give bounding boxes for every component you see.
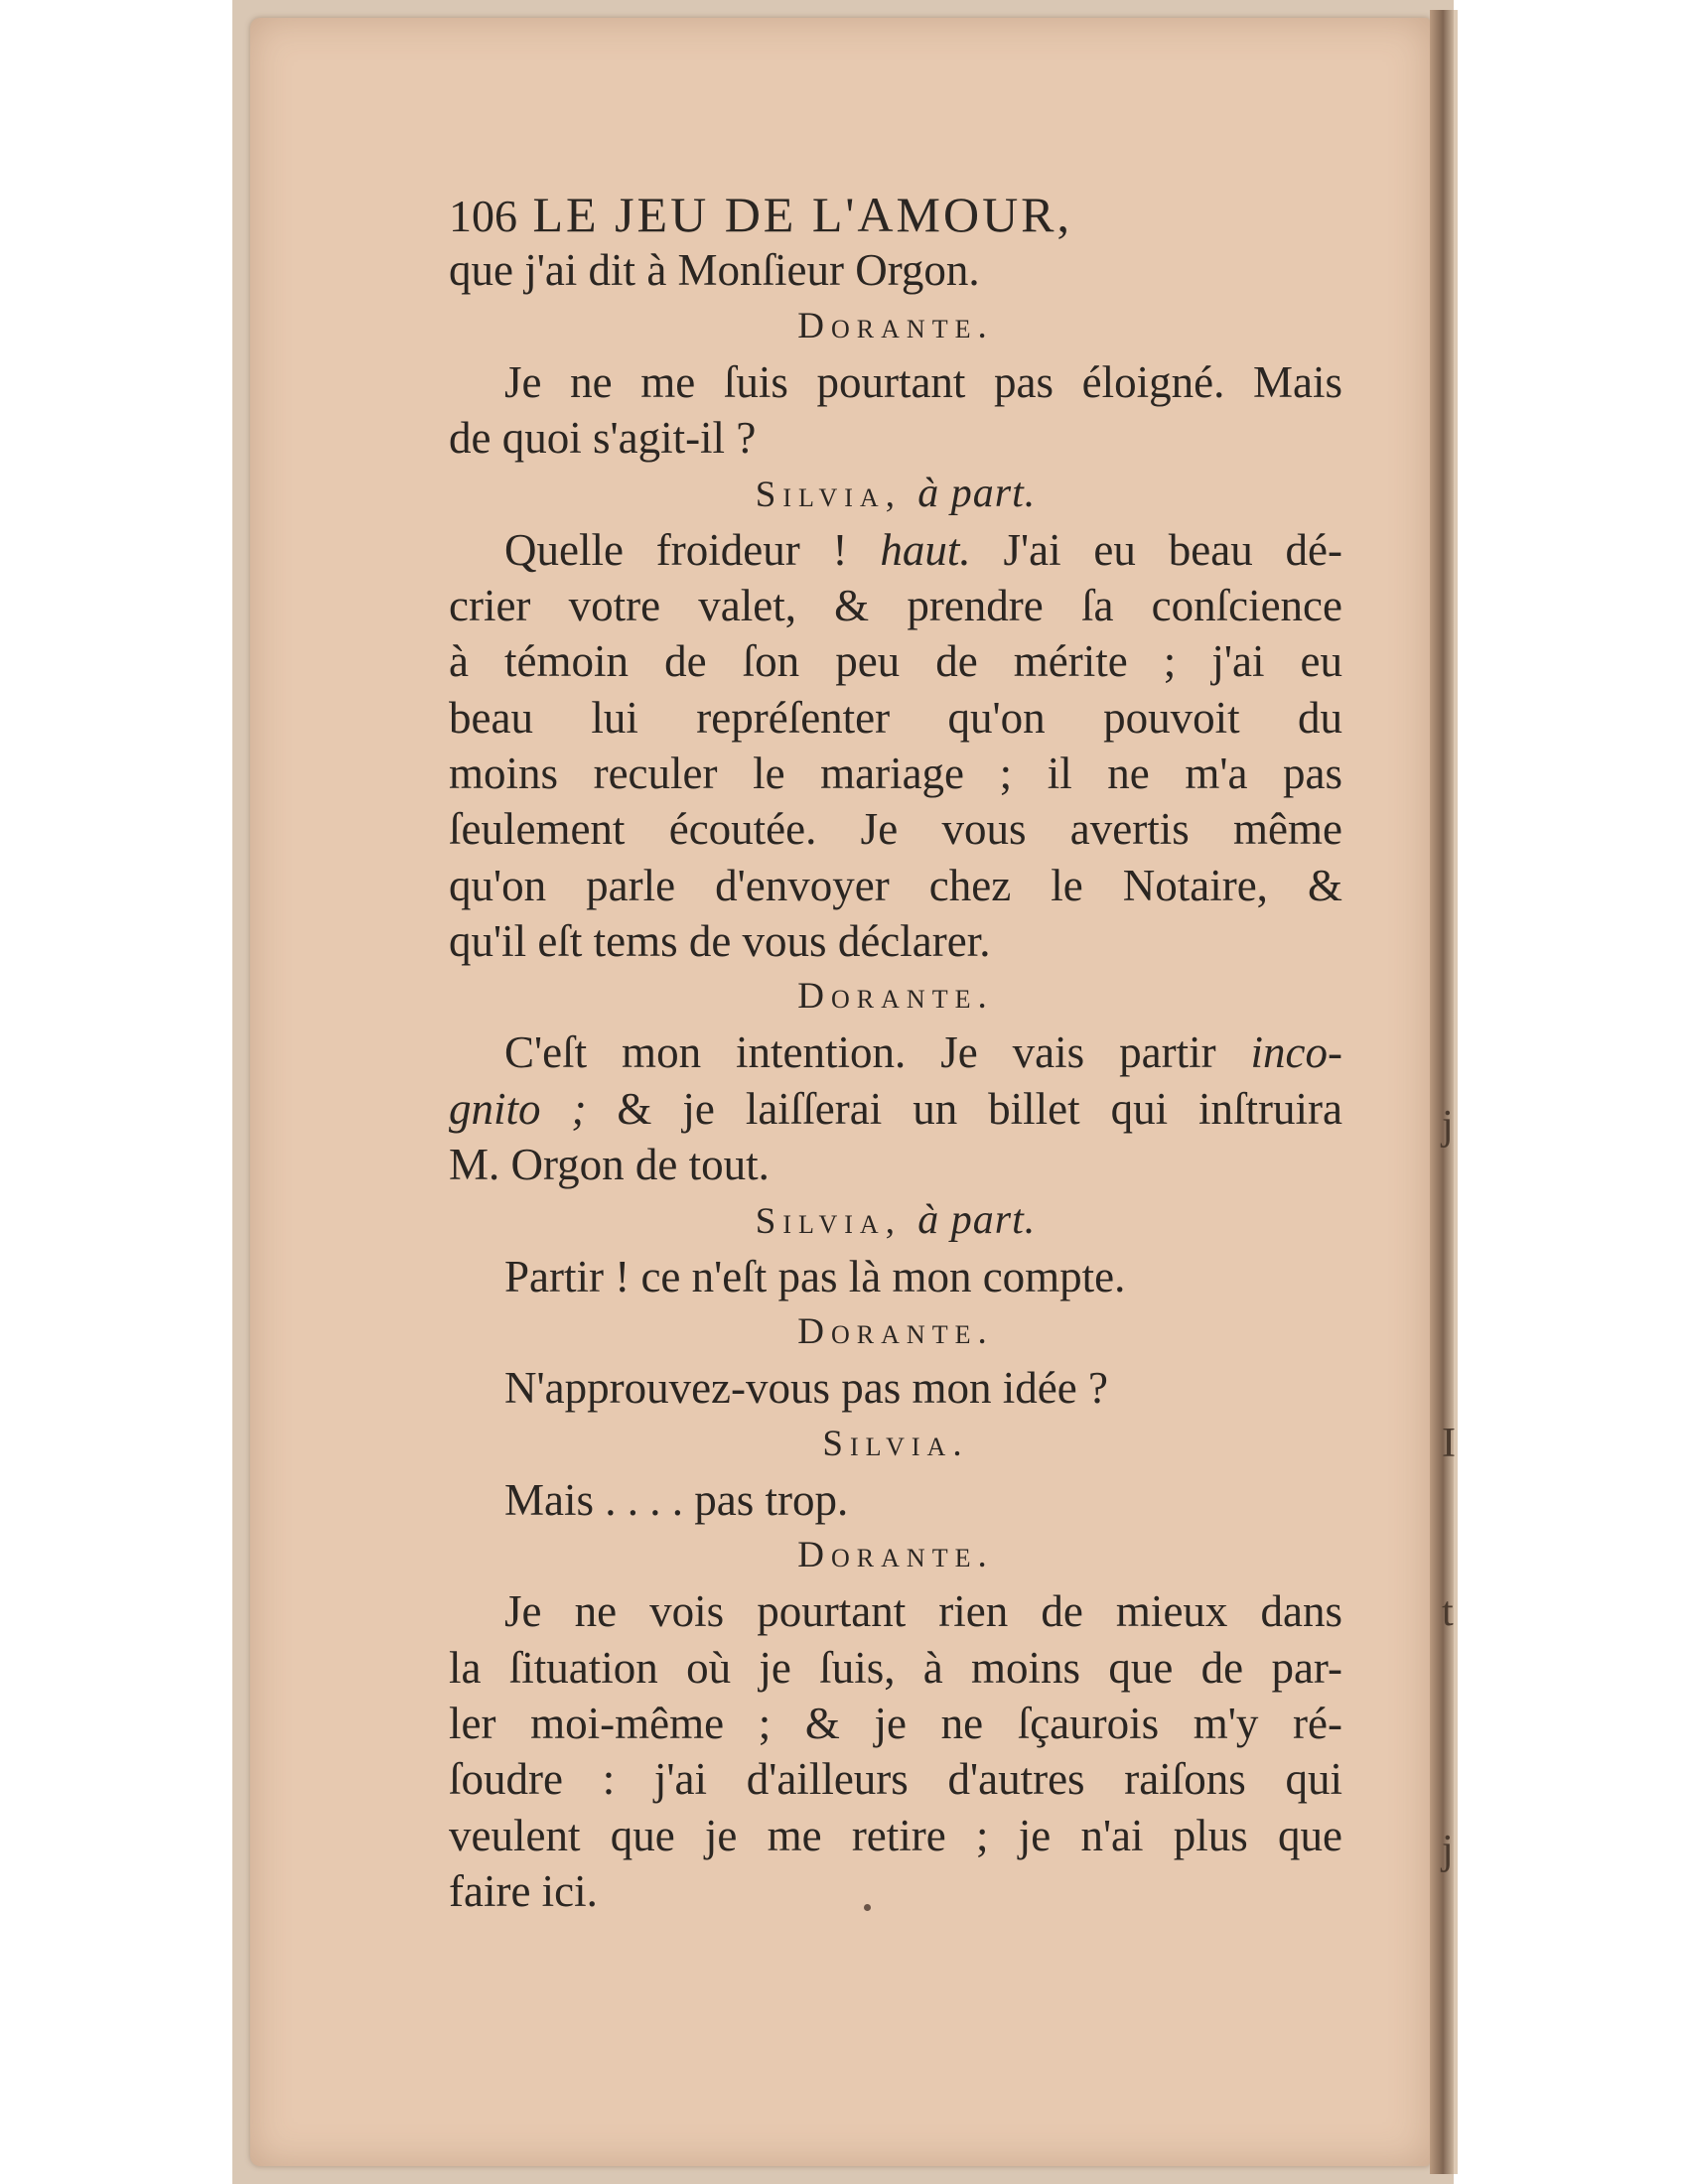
text-line: la ſituation où je ſuis, à moins que de par-	[449, 1642, 1342, 1693]
speaker-heading: Dorante.	[797, 976, 994, 1018]
text-line: M. Orgon de tout.	[449, 1140, 770, 1190]
text-segment: C'eſt mon intention. Je vais partir	[504, 1027, 1216, 1078]
text-line: de quoi s'agit-il ?	[449, 413, 757, 464]
text-line: Mais . . . . pas trop.	[504, 1474, 849, 1525]
text-line: ſeulement écoutée. Je vous avertis même	[449, 804, 1342, 855]
speaker-heading: Dorante.	[797, 305, 994, 346]
page-text	[449, 187, 1342, 1919]
text-line	[449, 522, 1342, 578]
running-header	[449, 187, 1342, 242]
text-line: faire ici.	[449, 1865, 598, 1916]
page-number: 106	[449, 191, 517, 241]
next-page-edge	[1454, 10, 1458, 2174]
text-line: Partir ! ce n'eſt pas là mon compte.	[504, 1251, 1126, 1301]
text-line	[449, 1024, 1342, 1080]
bleed-glyph: t	[1442, 1589, 1454, 1635]
speaker-heading: Dorante.	[797, 1535, 994, 1576]
bleed-glyph: j	[1442, 1828, 1454, 1873]
text-line	[449, 1081, 1342, 1137]
text-line: ler moi-même ; & je ne ſçaurois m'y ré-	[449, 1699, 1342, 1749]
italic-word: inco-	[1250, 1027, 1342, 1078]
text-segment: & je laiſſerai un billet qui inſtruira	[617, 1083, 1342, 1134]
stage-direction: à part.	[917, 1197, 1037, 1244]
paper-speck	[864, 1904, 871, 1911]
text-line: beau lui repréſenter qu'on pouvoit du	[449, 692, 1342, 743]
speaker-name: Silvia,	[755, 1201, 902, 1243]
speaker-heading	[449, 1192, 1342, 1248]
text-line: veulent que je me retire ; je n'ai plus que	[449, 1810, 1342, 1860]
running-title: LE JEU DE L'AMOUR,	[532, 187, 1073, 242]
text-line: qu'il eſt tems de vous déclarer.	[449, 915, 991, 966]
italic-word: gnito ;	[449, 1083, 587, 1134]
text-segment: J'ai eu beau dé-	[1003, 524, 1342, 575]
bleed-glyph: I	[1442, 1421, 1456, 1466]
text-line: Je ne me ſuis pourtant pas éloigné. Mais	[504, 356, 1342, 407]
text-line: ſoudre : j'ai d'ailleurs d'autres raiſons qui	[449, 1754, 1342, 1805]
text-segment: Quelle froideur !	[504, 524, 848, 575]
stage-direction: haut.	[880, 524, 971, 575]
speaker-name: Silvia,	[755, 475, 902, 516]
text-line: à témoin de ſon peu de mérite ; j'ai eu	[449, 636, 1342, 687]
stage-direction: à part.	[917, 471, 1037, 517]
speaker-heading: Dorante.	[797, 1310, 994, 1352]
text-line: moins reculer le mariage ; il ne m'a pas	[449, 748, 1342, 798]
speaker-heading	[449, 466, 1342, 521]
text-line: qu'on parle d'envoyer chez le Notaire, &	[449, 860, 1342, 910]
text-line: crier votre valet, & prendre ſa conſcience	[449, 581, 1342, 631]
text-line: que j'ai dit à Monſieur Orgon.	[449, 245, 980, 296]
bleed-glyph: j	[1442, 1103, 1454, 1149]
text-line: N'approuvez-vous pas mon idée ?	[504, 1363, 1108, 1414]
speaker-heading: Silvia.	[822, 1423, 969, 1464]
text-line: Je ne vois pourtant rien de mieux dans	[504, 1586, 1342, 1637]
